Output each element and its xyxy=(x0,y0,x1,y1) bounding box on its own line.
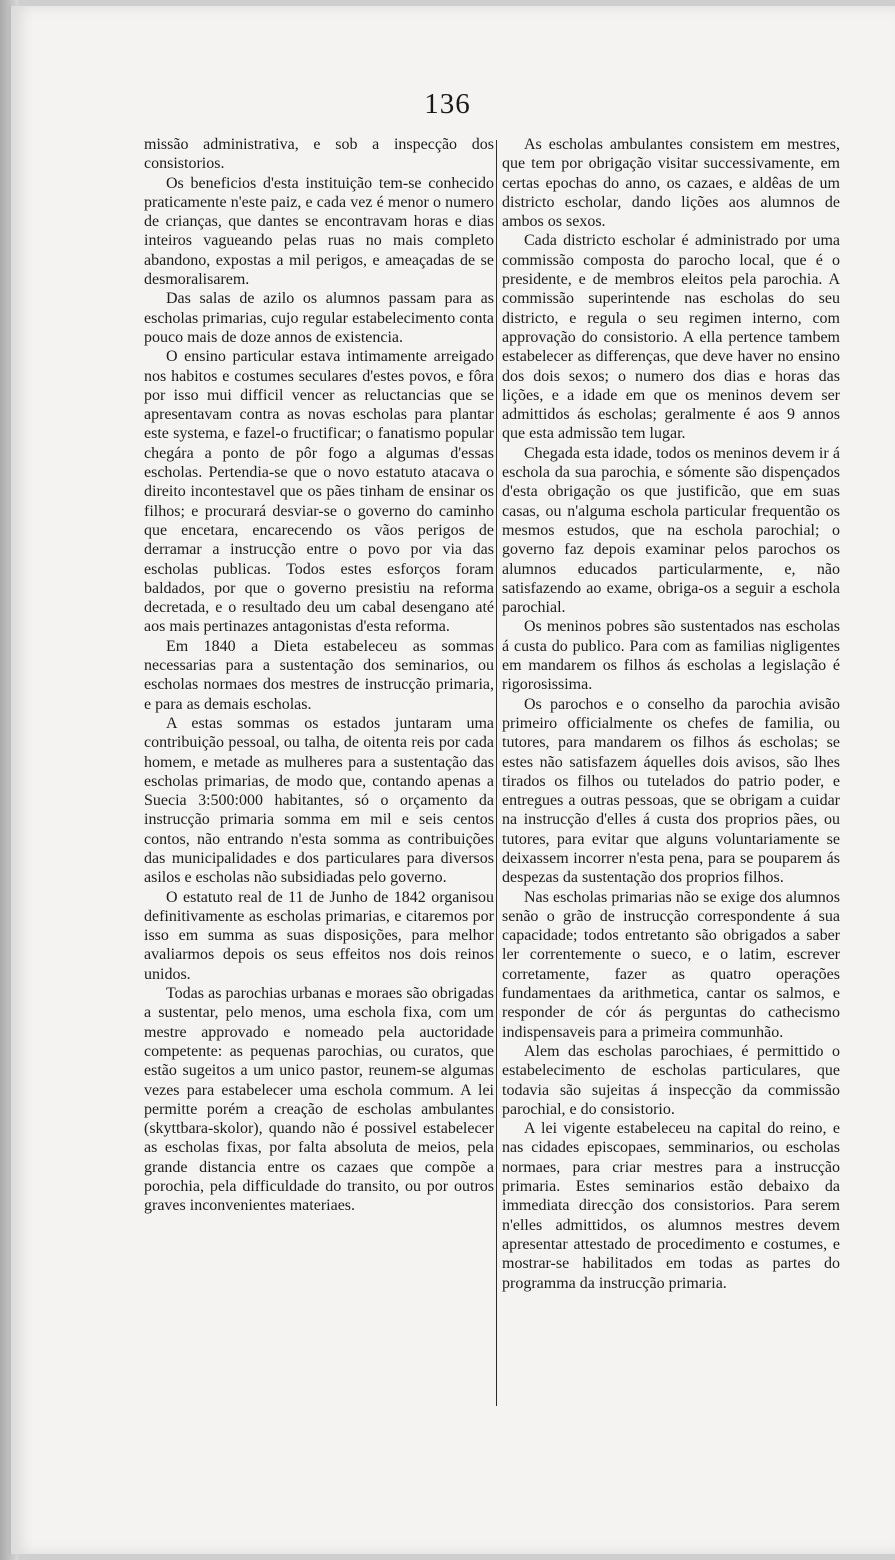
right-column-paragraph: Alem das escholas parochiaes, é permittido o estabelecimento de escholas particulares, que todavia são sujeitas á inspecção da commissão parochial, e do consistorio. xyxy=(502,1042,840,1118)
right-column-paragraph: Chegada esta idade, todos os meninos devem ir á eschola da sua parochia, e sómente são dispençados d'esta obrigação os que justificão, que em suas casas, ou n'alguma eschola particular frequentão os mesmos estudos, que na eschola parochial; o governo faz depois examinar pelos parochos os alumnos educados particularmente, e, não satisfazendo ao exame, obriga-os a seguir a eschola parochial. xyxy=(502,444,840,617)
left-column-paragraph: Os beneficios d'esta instituição tem-se conhecido praticamente n'este paiz, e cada vez é menor o numero de crianças, que dantes se encontravam horas e dias inteiros vagueando pelas ruas no mais completo abandono, expostas a mil perigos, e ameaçadas de se desmoralisarem. xyxy=(144,174,494,289)
column-divider-rule xyxy=(496,140,497,1406)
left-column-paragraph: Das salas de azilo os alumnos passam para as escholas primarias, cujo regular estabelecimento conta pouco mais de doze annos de existencia. xyxy=(144,290,494,346)
page-number: 136 xyxy=(424,88,471,120)
right-column-paragraph: As escholas ambulantes consistem em mestres, que tem por obrigação visitar successivamente, em certas epochas do anno, os cazaes, e aldêas de um districto escholar, dando lições aos alumnos de ambos os sexos. xyxy=(502,136,840,231)
left-column-paragraph: O estatuto real de 11 de Junho de 1842 organisou definitivamente as escholas primarias, e citaremos por isso em summa as suas disposições, para melhor avaliarmos depois os seus effeitos nos dois reinos unidos. xyxy=(144,888,494,983)
left-column-paragraph: A estas sommas os estados juntaram uma contribuição pessoal, ou talha, de oitenta reis por cada homem, e metade as mulheres para a sustentação das escholas primarias, de modo que, contando apenas a Suecia 3:500:000 habitantes, só o orçamento da instrucção primaria somma em mil e seis centos contos, não entrando n'esta somma as contribuições das municipalidades e dos particulares para diversos asilos e escholas não subsidiadas pelo governo. xyxy=(144,714,494,887)
left-column-paragraph: missão administrativa, e sob a inspecção dos consistorios. xyxy=(144,136,494,173)
left-column-paragraph: Todas as parochias urbanas e moraes são obrigadas a sustentar, pelo menos, uma eschola fixa, com um mestre approvado e nomeado pela auctoridade competente: as pequenas parochias, ou curatos, que estão sugeitos a um unico pastor, reunem-se algumas vezes para estabelecer uma eschola commum. A lei permitte porém a creação de escholas ambulantes (skyttbara-skolor), quando não é possivel estabelecer as escholas fixas, por falta absoluta de meios, pela grande distancia entre os cazaes que compõe a porochia, pela difficuldade do transito, ou por outros graves inconvenientes materiaes. xyxy=(144,985,494,1215)
left-text-column xyxy=(144,135,494,1216)
right-column-paragraph: Os meninos pobres são sustentados nas escholas á custa do publico. Para com as familias nigligentes em mandarem os filhos ás escholas a legislação é rigorosissima. xyxy=(502,618,840,694)
right-column-paragraph: A lei vigente estabeleceu na capital do reino, e nas cidades episcopaes, semminarios, ou escholas normaes, para criar mestres para a instrucção primaria. Estes seminarios estão debaixo da immediata direcção dos consistorios. Para serem n'elles admittidos, os alumnos mestres devem apresentar attestado de procedimento e costumes, e mostrar-se habilitados em todas as partes do programma da instrucção primaria. xyxy=(502,1120,840,1292)
left-column-paragraph: Em 1840 a Dieta estabeleceu as sommas necessarias para a sustentação dos seminarios, ou escholas normaes dos mestres de instrucção primaria, e para as demais escholas. xyxy=(144,637,494,713)
right-text-column xyxy=(502,135,840,1293)
left-column-paragraph: O ensino particular estava intimamente arreigado nos habitos e costumes seculares d'estes povos, e fôra por isso mui difficil vencer as reluctancias que se apresentavam contra as novas escholas para plantar este systema, e fazel-o fructificar; o fanatismo popular chegára a ponto de pôr fogo a algumas d'essas escholas. Pertendia-se que o novo estatuto atacava o direito incontestavel que os pães tinham de ensinar os filhos; e procurará desviar-se o governo do caminho que encetara, encarecendo os vãos perigos de derramar a instrucção entre o povo por via das escholas publicas. Todos estes esforços foram baldados, por que o governo presistiu na reforma decretada, e o resultado deu um cabal desengano até aos mais pertinazes antagonistas d'esta reforma. xyxy=(144,348,494,636)
right-column-paragraph: Os parochos e o conselho da parochia avisão primeiro officialmente os chefes de familia, ou tutores, para mandarem os filhos ás escholas; se estes não satisfazem áquelles dois avisos, são lhes tirados os filhos ou tutelados do patrio poder, e entregues a outras pessoas, que se obrigam a cuidar na instrucção d'elles á custa dos proprios pães, ou tutores, para evitar que alguns voluntariamente se deixassem incorrer n'esta pena, para se pouparem ás despezas da sustentação dos proprios filhos. xyxy=(502,695,840,887)
right-column-paragraph: Cada districto escholar é administrado por uma commissão composta do parocho local, que é o presidente, e de membros eleitos pela parochia. A commissão superintende nas escholas do seu districto, e regula o seu regimen interno, com approvação do consistorio. A ella pertence tambem estabelecer as differenças, que deve haver no ensino dos dois sexos; o numero dos dias e horas das lições, e a idade em que os meninos devem ser admittidos ás escholas; geralmente é aos 9 annos que esta admissão tem lugar. xyxy=(502,232,840,443)
right-column-paragraph: Nas escholas primarias não se exige dos alumnos senão o grão de instrucção correspondente á sua capacidade; todos entretanto são obrigados a saber ler correntemente o sueco, e o latim, escrever corretamente, fazer as quatro operações fundamentaes da arithmetica, cantar os salmos, e responder de cór ás perguntas do cathecismo indispensaveis para a primeira communhão. xyxy=(502,888,840,1041)
